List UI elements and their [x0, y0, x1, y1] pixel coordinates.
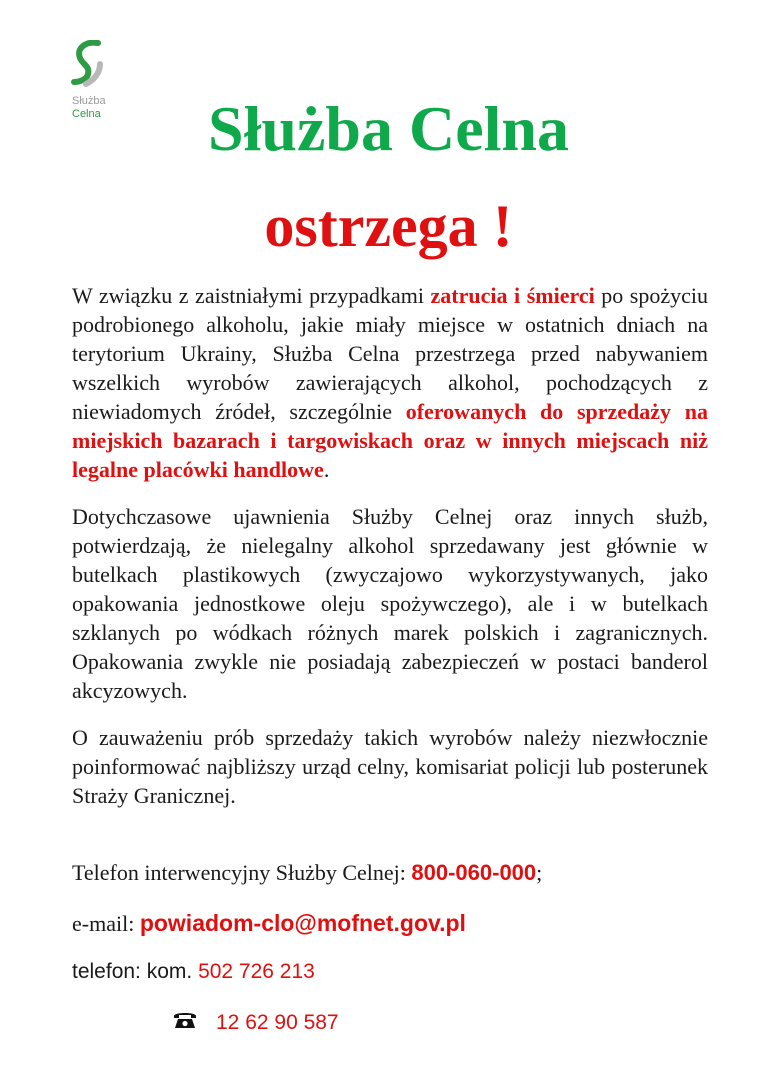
paragraph-text: .: [323, 457, 330, 482]
mobile-number[interactable]: 502 726 213: [198, 960, 315, 983]
main-content: [72, 281, 708, 810]
page-subtitle: ostrzega !: [264, 193, 513, 259]
landline-line: [172, 1010, 339, 1036]
paragraph-text: po spożyciu podrobionego alkoholu, jakie miały miejsce w ostatnich dniach na terytorium Ukrainy, Służba Celna przestrzega przed nabywaniem wszelkich wyrobów zawierających alkohol, pochodzących z niewiadomych źródeł, szczególnie: [72, 283, 709, 424]
logo-text-line2: Celna: [72, 108, 101, 120]
page-title: Służba Celna: [208, 93, 569, 164]
hotline-label: Telefon interwencyjny Służby Celnej:: [72, 860, 412, 885]
customs-logo-icon: [70, 40, 130, 88]
mobile-line: [72, 960, 315, 984]
landline-number[interactable]: 12 62 90 587: [216, 1011, 339, 1034]
mobile-label: telefon: kom.: [72, 960, 199, 983]
highlight-locations: oferowanych do sprzedaży na miejskich bazarach i targowiskach oraz w innych miejscach niż legalne placówki handlowe: [72, 399, 708, 482]
email-address[interactable]: powiadom-clo@mofnet.gov.pl: [139, 910, 466, 936]
hotline-number[interactable]: 800-060-000: [411, 860, 537, 885]
findings-paragraph: Dotychczasowe ujawnienia Służby Celnej oraz innych służb, potwierdzają, że nielegalny alkohol sprzedawany jest głównie w butelkach plastikowych (zwyczajowo wykorzystywanych, jako opakowania jednostkowe oleju spożywczego), ale i w butelkach szklanych po wódkach różnych marek polskich i zagranicznych. Opakowania zwykle nie posiadają zabezpieczeń w postaci banderol akcyzowych.: [72, 504, 708, 703]
warning-paragraph: [72, 281, 708, 484]
report-paragraph: O zauważeniu prób sprzedaży takich wyrobów należy niezwłocznie poinformować najbliższy urząd celny, komisariat policji lub posterunek Straży Granicznej.: [72, 725, 708, 808]
telephone-icon: [172, 1010, 198, 1036]
email-label: e-mail:: [72, 911, 140, 936]
email-line: [72, 910, 466, 937]
hotline-line: [72, 860, 542, 886]
hotline-suffix: ;: [536, 860, 543, 885]
logo-text-line1: Służba: [72, 95, 106, 107]
paragraph-text: W związku z zaistniałymi przypadkami: [72, 283, 431, 308]
highlight-poisoning: zatrucia i śmierci: [430, 283, 595, 308]
